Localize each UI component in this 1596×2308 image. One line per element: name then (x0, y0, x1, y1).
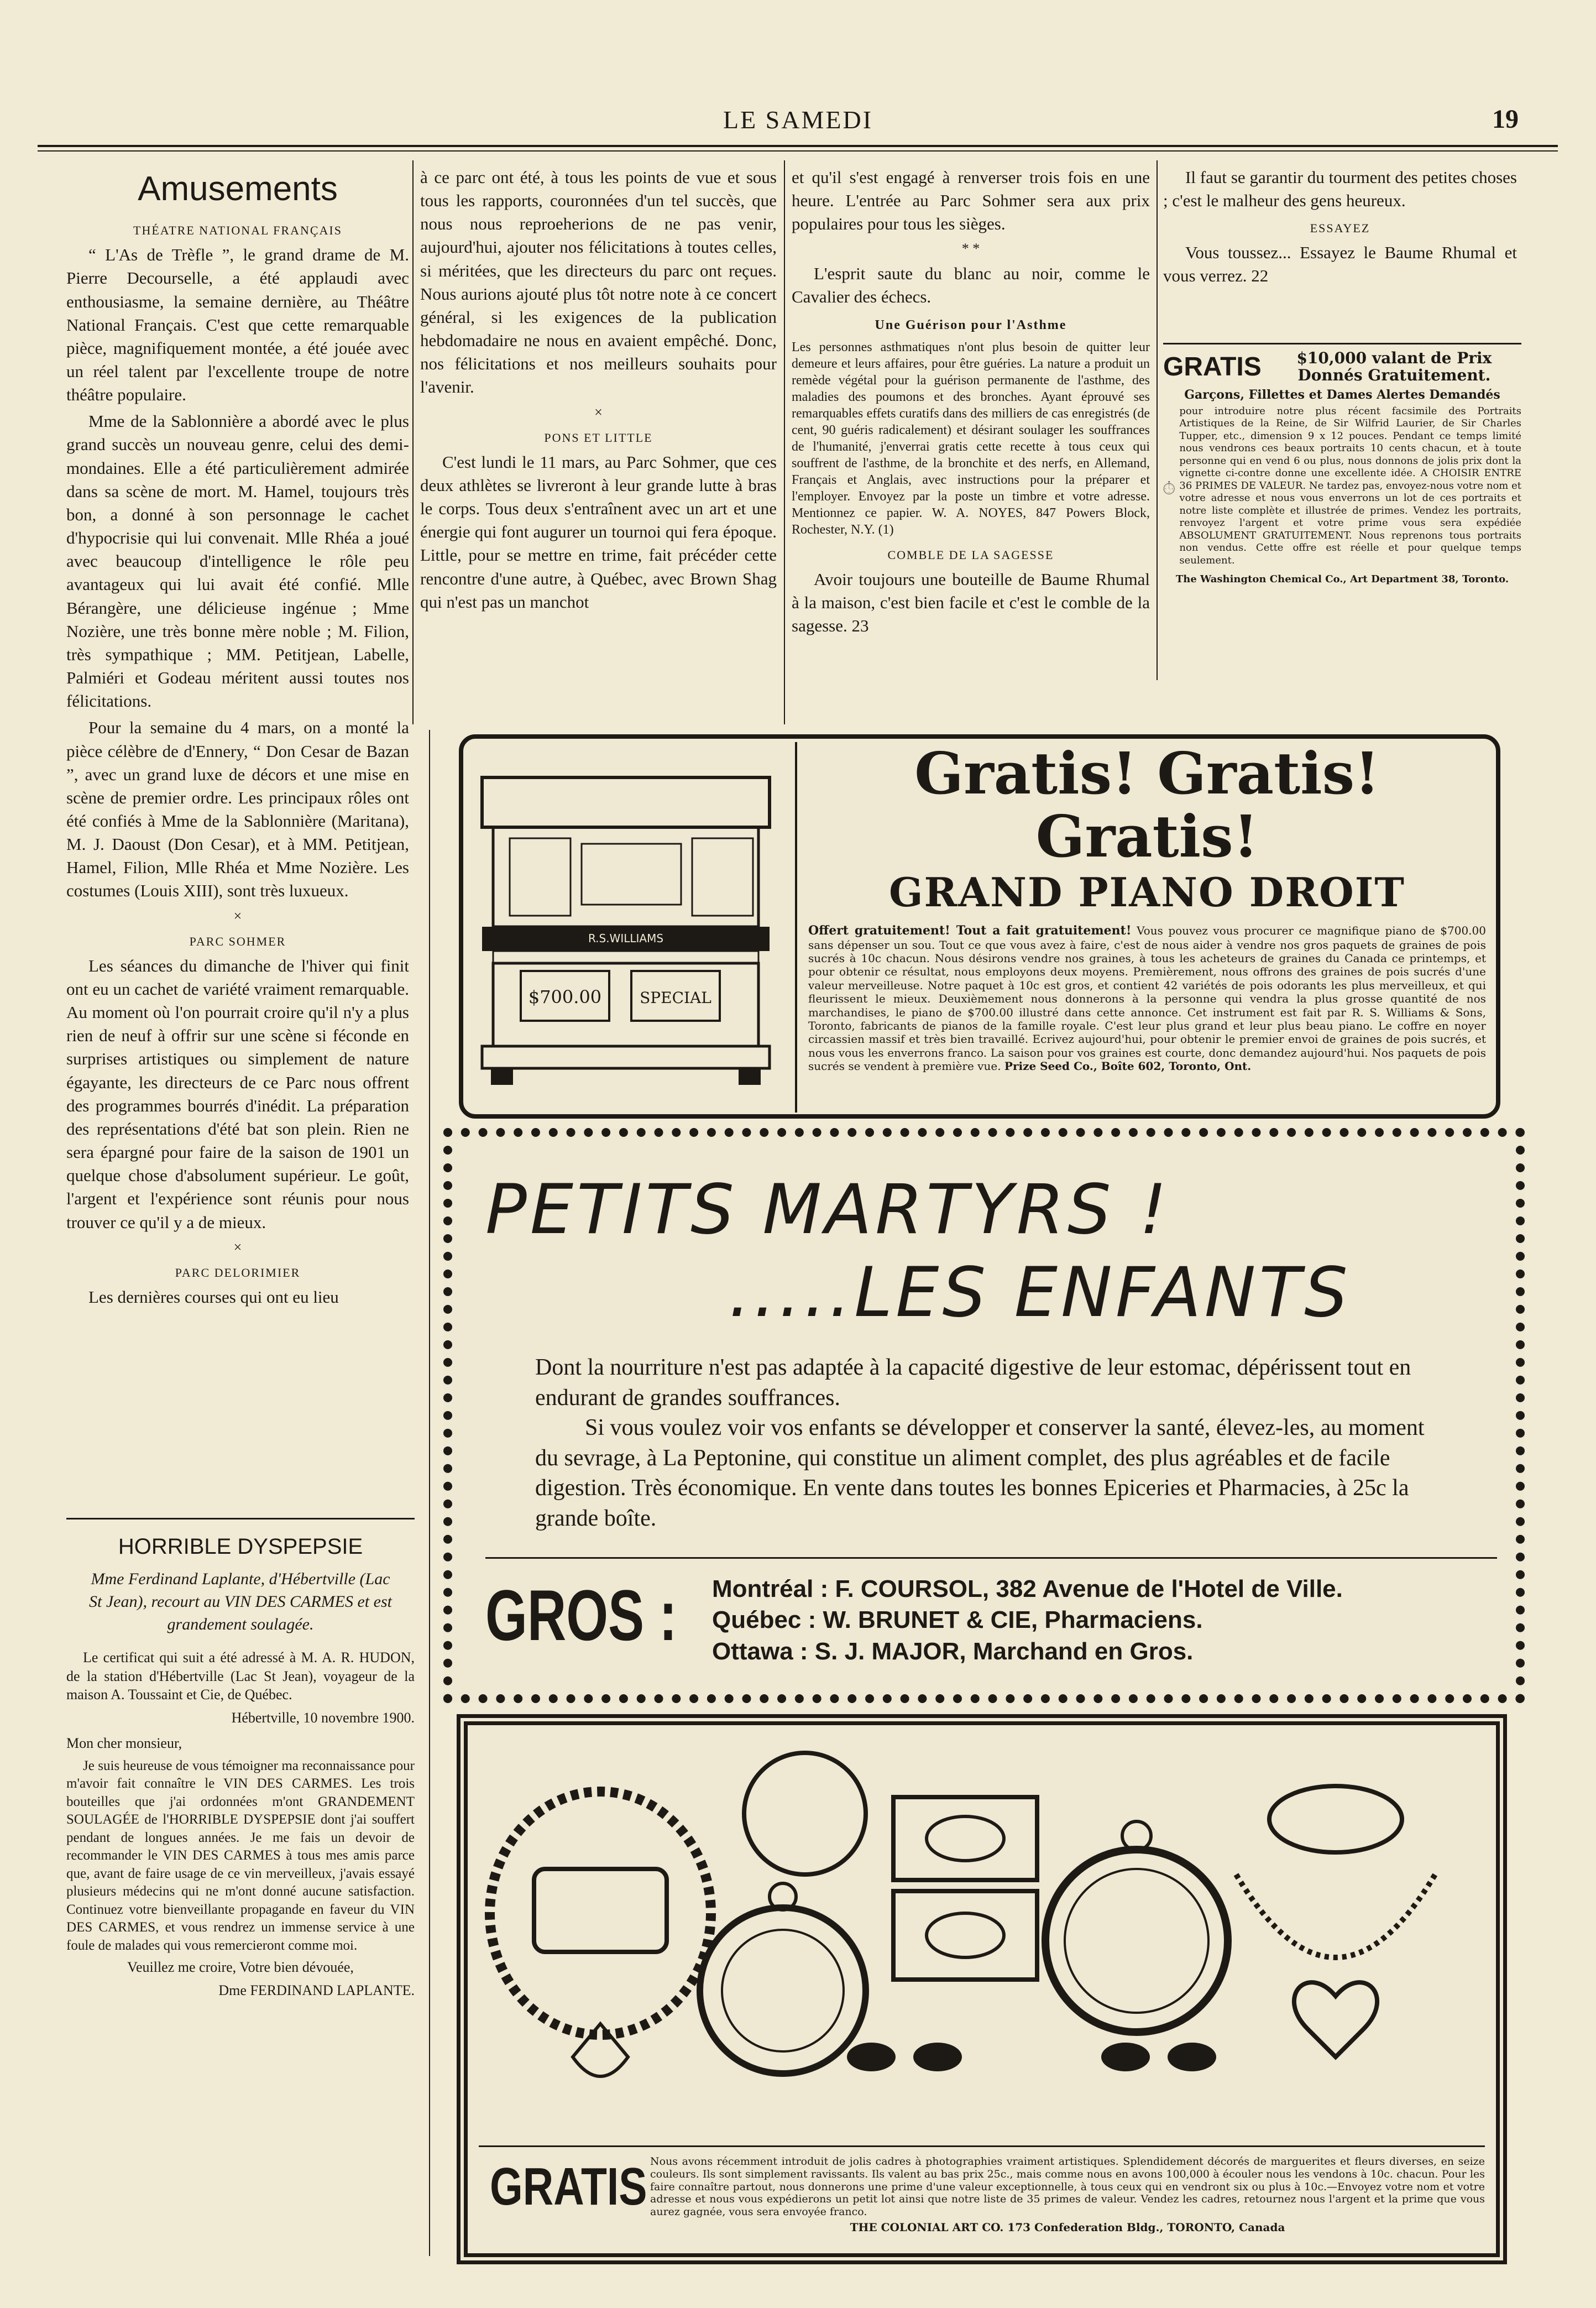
letter-body: Je suis heureuse de vous témoigner ma reconnaissance pour m'avoir fait connaître le VIN DES CARMES. Les trois bouteilles que j'ai ordonnées m'ont GRANDEMENT SOULAGÉE de l'HORRIBLE DYSPEPSIE dont j'ai souffert pendant de longues années. Je me fais un devoir de recommander le VIN DES CARMES à tous mes amis parce que, avant de faire usage de ce vin merveilleux, j'avais essayé plusieurs médecins qui ne m'ont donné aucune satisfaction. Continuez votre bienveillante propagande en faveur du VIN DES CARMES, et vous rendrez un immense service à une foule de malades qui vous remercieront comme moi. (66, 1758, 415, 1953)
subheading: PARC DELORIMIER (175, 1266, 301, 1280)
article-paragraph: C'est lundi le 11 mars, au Parc Sohmer, que ces deux athlètes se livreront à leur grande lutte à bras le corps. Tous deux s'entraînent avec un art et une énergie qui font augurer un tournoi qui fera époque. Little, pour se mettre en trime, fait précéder cette rencontre d'une autre, à Québec, avec Brown Shag qui n'est pas un manchot (420, 452, 777, 612)
article-paragraph: et qu'il s'est engagé à renverser trois fois en une heure. L'entrée au Parc Sohmer sera aux prix populaires pour tous les sièges. (792, 168, 1150, 234)
ad-footer: THE COLONIAL ART CO. 173 Confederation Bldg., TORONTO, Canada (850, 2220, 1285, 2234)
ad-subheadline: Garçons, Fillettes et Dames Alertes Demandés (1184, 387, 1500, 402)
letter-closing: Veuillez me croire, Votre bien dévouée, (127, 1959, 354, 1976)
ad-distributor-line: Québec : W. BRUNET & CIE, Pharmaciens. (712, 1606, 1203, 1634)
subheading: ESSAYEZ (1310, 221, 1370, 236)
article-paragraph: Avoir toujours une bouteille de Baume Rhumal à la maison, c'est bien facile et c'est le comble de la sagesse. 23 (792, 569, 1150, 635)
ad-subheadline: GRAND PIANO DROIT (888, 868, 1406, 916)
svg-text:XII: XII (1168, 484, 1170, 486)
ad-body: Vous pouvez vous procurer ce magnifique piano de $700.00 sans dépenser un sou. Tout ce que vous avez à faire, c'est de nous aider à vendre nos gros paquets de graines de pois sucrés à 10c chacun. Nous désirons vendre nos graines, à tous les acheteurs de graines du Canada ce printemps, et pour obtenir ce résultat, nous employons deux moyens. Premièrement, nous offrons des graines de pois sucrés d'une valeur merveilleuse. Notre paquet à 10c est gros, et contient 42 variétés de pois odorants les plus merveilleux, et qui fleurissent le mieux. Deuxièmement nous donnerons à la personne qui vendra la plus grosse quantité de nos marchandises, le piano de $700.00 illustré dans cette annonce. Cet instrument est fait par R. S. Williams & Sons, Toronto, fabricants de pianos de la famille royale. C'est leur plus grand et leur plus beau piano. Le coffre en noyer circassien massif et très bien travaillé. Ecrivez aujourd'hui, pour obtenir le premier envoi de graines de pois sucrés, et nous vous les enverrons franco. La saison pour vos graines est courte, donc demandez aujourd'hui. Nos paquets de pois sucrés se vendent à première vue. (808, 923, 1486, 1073)
subheading: THÉATRE NATIONAL FRANÇAIS (133, 223, 342, 238)
ad-footer: The Washington Chemical Co., Art Department 38, Toronto. (1175, 573, 1509, 585)
piano-icon (471, 761, 781, 1093)
ad-gros-label: GROS : (485, 1575, 677, 1656)
ad-headline: Gratis! Gratis! Gratis! (914, 739, 1380, 871)
ad-paragraph: Le certificat qui suit a été adressé à M. A. R. HUDON, de la station d'Hébertville (Lac St Jean), voyageur de la maison A. Toussaint et Cie, de Québec. (66, 1649, 415, 1703)
separator: * * (961, 241, 980, 257)
article-paragraph: Les séances du dimanche de l'hiver qui finit ont eu un cachet de variété vraiment remarquable. Au moment où l'on pourrait croire qu'il n'y a plus rien de neuf à offrir sur une scène si féconde en surprises artistiques ou simplement de nature égayante, les directeurs de ce Parc nous offrent des programmes bourrés d'inédit. La préparation des représentations d'été bat son plein. Rien ne sera épargné pour faire de la saison de 1901 un quelque chose d'absolument supérieur. Le goût, l'argent et l'expérience sont réunis pour nous trouver ce qu'il y a de mieux. (66, 955, 409, 1232)
column-2 (420, 166, 777, 617)
svg-text:VI: VI (1168, 492, 1170, 493)
letter-date: Hébertville, 10 novembre 1900. (231, 1710, 415, 1726)
section-heading: Amusements (138, 170, 338, 208)
header-rule (38, 145, 1558, 147)
newspaper-title: LE SAMEDI (723, 106, 873, 134)
column-4 (1163, 166, 1517, 291)
ad-headline: PETITS MARTYRS ! (485, 1170, 1170, 1250)
article-paragraph: à ce parc ont été, à tous les points de vue et sous tous les rapports, couronnées d'un tel succès, que nous nous reproeherions de ne pas venir, aujourd'hui, ajouter nos félicitations à toutes celles, si méritées, que les directeurs du parc ont reçues. Nous aurions ajouté plus tôt notre note à ce concert général, si les exigences de la publication hebdomadaire ne nous en avaient empêché. Donc, nos félicitations et nos meilleurs souhaits pour l'avenir. (420, 168, 777, 397)
column-divider (412, 160, 414, 724)
column-divider (1157, 160, 1158, 680)
article-paragraph: Les personnes asthmatiques n'ont plus besoin de quitter leur demeure et leurs affaires, pour être guéries. La nature a produit un remède végétal pour la guérison permanente de l'asthme, des maladies des poumons et des bronches. Ayant éprouvé ses remarquables effets curatifs dans des milliers de cas enregistrés (de cent, 90 guéris radicalement) et désirant soulager les souffrances de l'humanité, j'enverrai gratis cette recette à tous ceux qui souffrent de l'asthme, de la bronchite et des nerfs, en Allemand, Français et Anglais, avec instructions pour la préparer et l'employer. Envoyez par la poste un timbre et votre adresse. Mentionnez ce papier. W. A. NOYES, 847 Powers Block, Rochester, N.Y. (1) (792, 340, 1150, 537)
letter-salutation: Mon cher monsieur, (66, 1735, 182, 1751)
subheading: COMBLE DE LA SAGESSE (887, 547, 1054, 562)
ad-body: pour introduire notre plus récent facsimile des Portraits Artistiques de la Reine, de Sir Wilfrid Laurier, de Sir Charles Tupper, etc., dimension 9 x 12 pouces. Pendant ce temps limité nous vendrons ces beaux portraits 10 cents chacun, et à toute personne qui en vend 6 ou plus, nous donnons de jolis prix dont la vignette ci-contre donne une excellente idée. A CHOISIR ENTRE 36 PRIMES DE VALEUR. Ne tardez pas, envoyez-nous votre nom et votre adresse et nous vous enverrons un lot de ces portraits et notre liste complète et illustrée de primes. Vendez les portraits, renvoyez l'argent et votre prime vous sera expédiée ABSOLUMENT GRATUITEMENT. Nous reprenons tous portraits non vendus. Cette offre est réelle et pour quelque temps seulement. (1179, 405, 1521, 566)
subheading: Une Guérison pour l'Asthme (875, 318, 1067, 333)
ad-gratis-label: GRATIS (1163, 352, 1262, 382)
article-paragraph: L'esprit saute du blanc au noir, comme le Cavalier des échecs. (792, 263, 1150, 306)
ad-rule (479, 2145, 1485, 2147)
header-rule-thin (38, 150, 1558, 152)
gratis-portrait-ad (1163, 343, 1521, 682)
ad-body: Nous avons récemment introduit de jolis cadres à photographies vraiment artistiques. Splendidement décorés de marguerites et fleurs diverses, en seize couleurs. Ils sont simplement ravissants. Ils valent au bas prix 25c., mais comme nous en avons 100,000 à écouler nous les vendons à 10c. chacun. Pour les faire connaître partout, nous donnerons une prime d'une valeur exceptionnelle, à tous ceux qui en vendront six ou plus à 10c.—Envoyez votre nom et votre adresse et nous vous expédierons un petit lot ainsi que notre liste de 35 primes de valeur. Vendez les cadres, retournez nous l'argent et la prime que vous aurez gagnée, vous sera envoyée franco. (650, 2155, 1485, 2218)
ad-distributor-line: Montréal : F. COURSOL, 382 Avenue de l'Hotel de Ville. (712, 1575, 1343, 1602)
subheading: PARC SOHMER (189, 934, 286, 948)
ad-paragraph: Si vous voulez voir vos enfants se développer et conserver la santé, élevez-les, au moment du sevrage, à La Peptonine, qui constitue un aliment complet, des plus agréables et de facile digestion. Très économique. En vente dans toutes les bonnes Epiceries et Pharmacies, à 25c la grande boîte. (535, 1415, 1425, 1531)
ad-distributor-line: Ottawa : S. J. MAJOR, Marchand en Gros. (712, 1637, 1194, 1665)
column-dyspepsie (66, 1532, 415, 2000)
ad-heading: HORRIBLE DYSPEPSIE (118, 1534, 363, 1559)
ad-subheading: Mme Ferdinand Laplante, d'Hébertville (Lac St Jean), recourt au VIN DES CARMES et est grandement soulagée. (89, 1570, 392, 1633)
separator: × (233, 907, 242, 924)
letter-signature: Dme FERDINAND LAPLANTE. (218, 1982, 415, 1999)
column-3 (792, 166, 1150, 641)
column-divider (429, 730, 430, 2256)
piano-brand: R.S.WILLIAMS (588, 932, 664, 945)
jewellery-illustration (473, 1731, 1490, 2129)
article-paragraph: Il faut se garantir du tourment des petites choses ; c'est le malheur des gens heureux. (1163, 168, 1517, 211)
ad-headline: $10,000 valant de Prix Donnés Gratuitement. (1296, 349, 1492, 384)
page-number: 19 (1492, 105, 1519, 134)
article-paragraph: “ L'As de Trèfle ”, le grand drame de M. Pierre Decourselle, a été applaudi avec enthousiasme, la semaine dernière, au Théâtre National Français. C'est que cette remarquable pièce, magnifiquement montée, a été jouée avec un réel talent par l'excellente troupe de notre théâtre populaire. (66, 245, 409, 405)
column-divider (784, 160, 785, 724)
colonial-art-ad (457, 1714, 1507, 2264)
svg-text:IX: IX (1165, 488, 1166, 490)
article-paragraph: Mme de la Sablonnière a abordé avec le plus grand succès un nouveau genre, celui des demi-mondaines. Elle a été particulièrement admirée dans sa scène de mort. M. Hamel, toujours très bon, a donné à son personnage le cachet d'hypocrisie qui lui convenait. Mlle Rhéa a joué avec beaucoup d'intelligence le rôle peu avantageux qui lui avait été confié. Mlle Bérangère, une délicieuse ingénue ; Mme Nozière, une très bonne mère noble ; M. Filion, très sympathique ; MM. Petitjean, Labelle, Palmiéri et Godeau méritent aussi toutes nos félicitations. (66, 411, 409, 711)
section-rule (66, 1518, 415, 1519)
ad-headline-2: .....LES ENFANTS (729, 1253, 1351, 1333)
column-amusements (66, 166, 409, 1312)
peptonine-ad (443, 1128, 1525, 1703)
piano-price: $700.00 (528, 986, 602, 1007)
piano-ad (459, 734, 1500, 1119)
piano-tag: SPECIAL (640, 989, 711, 1007)
separator: × (233, 1239, 242, 1255)
ad-footer: Prize Seed Co., Boîte 602, Toronto, Ont. (1004, 1059, 1252, 1073)
piano-ad-text (795, 739, 1486, 1113)
pocket-watch-icon (1163, 405, 1175, 571)
article-paragraph: Vous toussez... Essayez le Baume Rhumal et vous verrez. 22 (1163, 243, 1517, 286)
ad-lead: Offert gratuitement! Tout a fait gratuitement! (808, 923, 1132, 938)
separator: × (594, 404, 603, 420)
ad-gratis-label: GRATIS (490, 2157, 647, 2216)
svg-text:III: III (1171, 488, 1174, 490)
subheading: PONS ET LITTLE (544, 430, 653, 445)
ad-paragraph: Dont la nourriture n'est pas adaptée à la capacité digestive de leur estomac, dépérissent tout en endurant de grandes souffrances. (535, 1355, 1411, 1411)
ad-rule (485, 1557, 1497, 1559)
article-paragraph: Pour la semaine du 4 mars, on a monté la pièce célèbre de d'Ennery, “ Don Cesar de Bazan ”, avec un grand luxe de décors et une mise en scène de premier ordre. Les principaux rôles ont été confiés à Mme de la Sablonnière (Maritana), M. J. Daoust (Don Cesar), et à MM. Petitjean, Hamel, Filion, Mlle Rhéa et Mme Nozière. Les costumes (Louis XIII), sont très luxueux. (66, 718, 409, 901)
article-paragraph: Les dernières courses qui ont eu lieu (88, 1287, 339, 1307)
